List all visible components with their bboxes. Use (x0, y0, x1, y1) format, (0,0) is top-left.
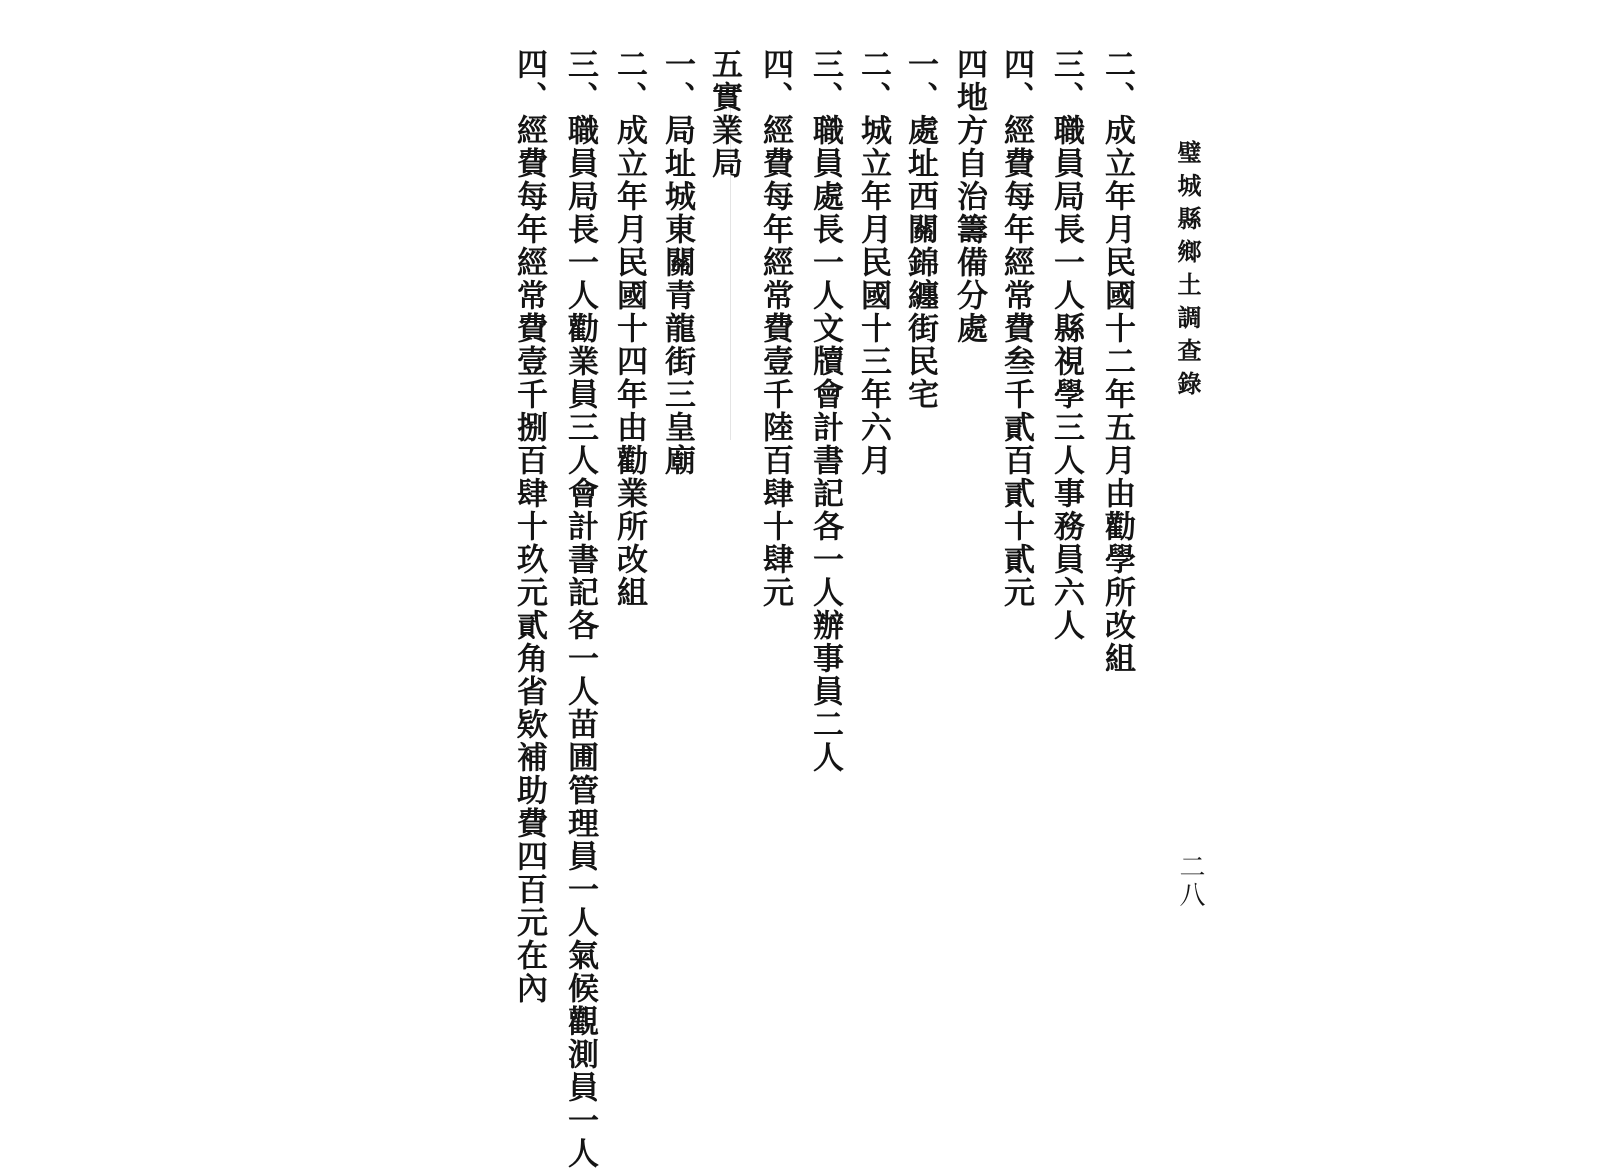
section-heading (951, 48, 987, 345)
entry-label: 四、經費 (511, 48, 547, 180)
entry-column (511, 48, 547, 1005)
entry-label: 三、職員 (807, 48, 843, 180)
entry-label: 四、經費 (757, 48, 793, 180)
entry-text: 每年經常費叁千貳百貳十貳元 (998, 180, 1034, 609)
entry-column (1099, 48, 1135, 675)
entry-text: 處長一人文牘會計書記各一人辦事員二人 (807, 180, 843, 774)
entry-column (1048, 48, 1084, 642)
running-head: 璧城縣鄉土調查錄 (1173, 140, 1202, 404)
section-title: 五實業局 (706, 48, 742, 180)
entry-text: 每年經常費壹千陸百肆十肆元 (757, 180, 793, 609)
entry-column (998, 48, 1034, 609)
entry-column (807, 48, 843, 774)
entry-text: 局長一人縣視學三人事務員六人 (1048, 180, 1084, 642)
entry-column (562, 48, 598, 1170)
section-heading (706, 48, 742, 180)
entry-label: 四、經費 (998, 48, 1034, 180)
entry-column (757, 48, 793, 609)
entry-column (855, 48, 891, 477)
entry-label: 三、職員 (1048, 48, 1084, 180)
entry-text: 民國十三年六月 (855, 246, 891, 477)
entry-label: 一、處址 (902, 48, 938, 180)
entry-text: 每年經常費壹千捌百肆十玖元貳角省欵補助費四百元在內 (511, 180, 547, 1005)
page-number: 二八 (1175, 853, 1205, 909)
entry-label: 二、成立年月 (1099, 48, 1135, 246)
entry-label: 二、城立年月 (855, 48, 891, 246)
entry-label: 三、職員 (562, 48, 598, 180)
entry-label: 二、成立年月 (611, 48, 647, 246)
entry-column (902, 48, 938, 411)
entry-text: 局長一人勸業員三人會計書記各一人苗圃管理員一人氣候觀測員一人 (562, 180, 598, 1170)
entry-column (659, 48, 695, 477)
entry-text: 民國十二年五月由勸學所改組 (1099, 246, 1135, 675)
entry-text: 西關錦纏街民宅 (902, 180, 938, 411)
entry-text: 民國十四年由勸業所改組 (611, 246, 647, 609)
entry-text: 城東關青龍街三皇廟 (659, 180, 695, 477)
section-title: 四地方自治籌備分處 (951, 48, 987, 345)
entry-column (611, 48, 647, 609)
entry-label: 一、局址 (659, 48, 695, 180)
